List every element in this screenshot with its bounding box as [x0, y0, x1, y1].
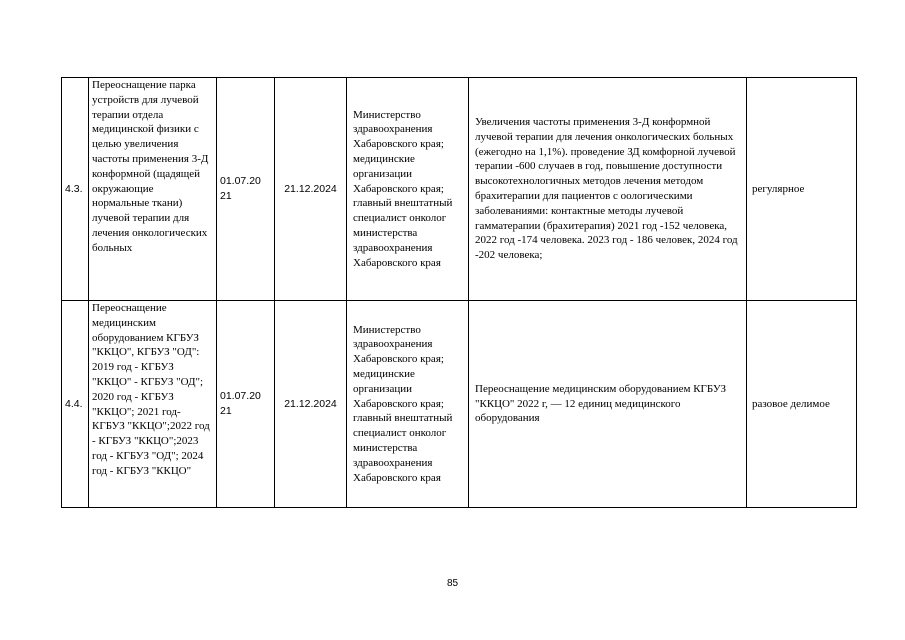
expected-result: Увеличения частоты применения 3-Д конформной лучевой терапии для лечения онкологических больных (ежегодно на 1,1%). проведение ЗД комфорной лучевой терапии -600 случаев в год, повышение доступности высокотехнологичных методов лечения методом брахитерапии для пациентов с оологическими заболеваниями: контактные методы лучевой гамматерапии (брахитерапия) 2021 год -152 человека, 2022 год -174 человека. 2023 год - 186 человек, 2024 год -202 человека;	[469, 78, 747, 301]
measure-name: Переоснащение медицинским оборудованием КГБУЗ "ККЦО", КГБУЗ "ОД": 2019 год - КГБУЗ "ККЦО" - КГБУЗ "ОД"; 2020 год - КГБУЗ "ККЦО"; 2021 год-КГБУЗ "ККЦО";2022 год - КГБУЗ "ККЦО";2023 год - КГБУЗ "ОД"; 2024 год - КГБУЗ "ККЦО"	[89, 301, 217, 508]
row-number: 4.4.	[62, 301, 89, 508]
measure-type: разовое делимое	[747, 301, 857, 508]
measure-type: регулярное	[747, 78, 857, 301]
measure-name: Переоснащение парка устройств для лучевой терапии отдела медицинской физики с целью увеличения частоты применения 3-Д конформной (щадящей окружающие нормальные ткани) лучевой терапии для лечения онкологических больных	[89, 78, 217, 301]
table-row	[62, 301, 857, 508]
table-row	[62, 78, 857, 301]
end-date: 21.12.2024	[275, 301, 347, 508]
page-number: 85	[446, 578, 459, 589]
executor: Министерство здравоохранения Хабаровского края; медицинские организации Хабаровского края; главный внештатный специалист онколог министерства здравоохранения Хабаровского края	[347, 78, 469, 301]
start-date: 01.07.20 21	[217, 301, 275, 508]
start-date: 01.07.20 21	[217, 78, 275, 301]
end-date: 21.12.2024	[275, 78, 347, 301]
measures-table	[61, 77, 857, 508]
row-number: 4.3.	[62, 78, 89, 301]
expected-result: Переоснащение медицинским оборудованием КГБУЗ "ККЦО" 2022 г, — 12 единиц медицинского оборудования	[469, 301, 747, 508]
executor: Министерство здравоохранения Хабаровского края; медицинские организации Хабаровского края; главный внештатный специалист онколог министерства здравоохранения Хабаровского края	[347, 301, 469, 508]
